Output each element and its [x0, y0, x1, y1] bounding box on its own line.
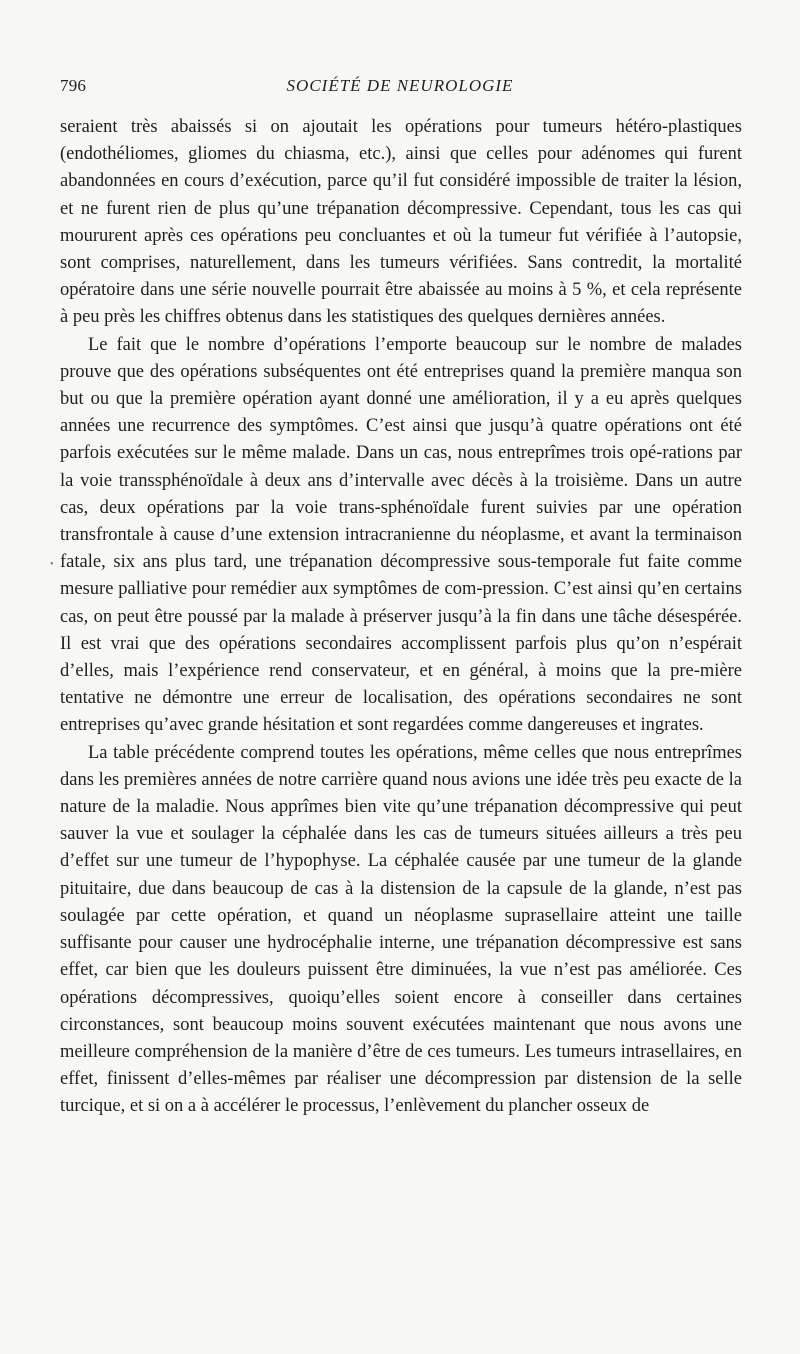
article-body	[60, 114, 742, 1121]
journal-title: SOCIÉTÉ DE NEUROLOGIE	[286, 76, 514, 95]
margin-mark: •	[50, 559, 54, 570]
page-number: 796	[60, 76, 87, 95]
running-head	[60, 72, 740, 100]
paragraph-continuation: seraient très abaissés si on ajoutait les opérations pour tumeurs hétéro-plastiques (endothéliomes, gliomes du chiasma, etc.), ainsi que celles pour adénomes qui furent abandonnées en cours d’exécution, parce qu’il fut considéré impossible de traiter la lésion, et ne furent rien de plus qu’une trépanation décompressive. Cependant, tous les cas qui moururent après ces opérations peu concluantes et où la tumeur fut vérifiée à l’autopsie, sont comprises, naturellement, dans les tumeurs vérifiées. Sans contredit, la mortalité opératoire dans une série nouvelle pourrait être abaissée au moins à 5 %, et cela représente à peu près les chiffres obtenus dans les statistiques des quelques dernières années.	[60, 117, 742, 328]
paragraph-table-discussion: La table précédente comprend toutes les opérations, même celles que nous entreprîmes dans les premières années de notre carrière quand nous avions une idée très peu exacte de la nature de la maladie. Nous apprîmes bien vite qu’une trépanation décompressive qui peut sauver la vue et soulager la céphalée dans les cas de tumeurs situées ailleurs a très peu d’effet sur une tumeur de l’hypophyse. La céphalée causée par une tumeur de la glande pituitaire, due dans beaucoup de cas à la distension de la capsule de la glande, n’est pas soulagée par cette opération, et quand un néoplasme suprasellaire atteint une taille suffisante pour causer une hydrocéphalie interne, une trépanation décompressive est sans effet, car bien que les douleurs puissent être diminuées, la vue n’est pas améliorée. Ces opérations décompressives, quoiqu’elles soient encore à conseiller dans certaines circonstances, sont beaucoup moins souvent exécutées maintenant que nous avons une meilleure compréhension de la manière d’être de ces tumeurs. Les tumeurs intrasellaires, en effet, finissent d’elles-mêmes par réaliser une décompression par distension de la selle turcique, et si on a à accélérer le processus, l’enlèvement du plancher osseux de	[60, 742, 742, 1117]
paragraph-operations: Le fait que le nombre d’opérations l’emporte beaucoup sur le nombre de malades prouve que des opérations subséquentes ont été entreprises quand la première manqua son but ou que la première opération ayant donné une amélioration, il y a eu après quelques années une recurrence des symptômes. C’est ainsi que jusqu’à quatre opérations ont été parfois exécutées sur le même malade. Dans un cas, nous entreprîmes trois opé-rations par la voie transsphénoïdale à deux ans d’intervalle avec décès à la troisième. Dans un autre cas, deux opérations par la voie trans-sphénoïdale furent suivies par une opération transfrontale à cause d’une extension intracranienne du néoplasme, et avant la terminaison fatale, six ans plus tard, une trépanation décompressive sous-temporale fut faite comme mesure palliative pour remédier aux symptômes de com-pression. C’est ainsi qu’en certains cas, on peut être poussé par la malade à préserver jusqu’à la fin dans une tâche désespérée. Il est vrai que des opérations secondaires accomplissent parfois plus qu’on n’espérait d’elles, mais l’expérience rend conservateur, et en général, à moins que la pre-mière tentative ne démontre une erreur de localisation, des opérations secondaires ne sont entreprises qu’avec grande hésitation et sont regardées comme dangereuses et ingrates.	[60, 334, 742, 736]
